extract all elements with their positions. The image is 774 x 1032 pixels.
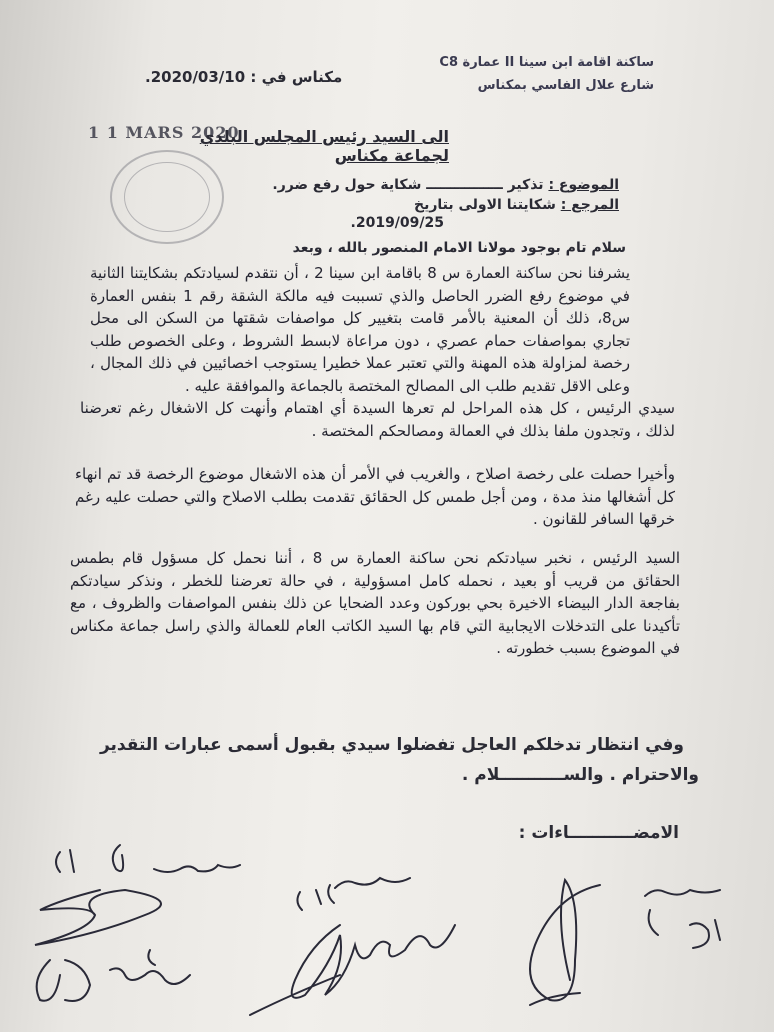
subject-label: الموضوع :	[548, 177, 619, 193]
signature-apt-5	[530, 880, 600, 1005]
recipient-municipality: لجماعة مكناس	[334, 146, 449, 165]
letter-date: مكناس في : 2020/03/10.	[145, 68, 343, 86]
sender-address-line-1: ساكنة اقامة ابن سينا II عمارة C8	[439, 55, 654, 70]
reference-line	[414, 197, 619, 213]
paragraph-4: السيد الرئيس ، نخبر سيادتكم نحن ساكنة العمارة س 8 ، أننا نحمل كل مسؤول قام بطمس الحقائق من قريب أو بعيد ، نحمله كامل امسؤولية ، في حالة تعرضنا للخطر ، ونذكر سيادتكم بفاجعة الدار البيضاء الاخيرة بحي بوركون وعدد الضحايا عن ذلك بنفس المواصفات والظروف ، مع تأكيدنا على التدخلات الايجابية التي قام بها السيد الكاتب العام للعمالة والذي راسل جماعة مكناس في الموضوع بسبب خطورته .	[70, 549, 680, 657]
signature-label-apt-10	[37, 950, 190, 1001]
handwritten-signatures	[0, 830, 774, 1032]
signature-label-apt-7	[56, 845, 240, 872]
closing-line-1: وفي انتظار تدخلكم العاجل تفضلوا سيدي بقبول أسمى عبارات التقدير	[99, 735, 684, 755]
subject-line	[272, 177, 619, 193]
subject-text: تذكير ــــــــــــــــ شكاية حول رفع ضرر.	[272, 177, 544, 193]
signature-label-apt-4	[297, 878, 410, 910]
paragraph-1: يشرفنا نحن ساكنة العمارة س 8 باقامة ابن سينا 2 ، أن نتقدم لسيادتكم بشكايتنا الثانية في موضوع رفع الضرر الحاصل والذي تسببت فيه مالكة الشقة رقم 1 بنفس العمارة س8، ذلك أن المعنية بالأمر قامت بتغيير كل مواصفات شقتها من السكن الى محل تجاري بمواصفات حمام عصري ، دون مراعاة لابسط الشروط ، وعلى الخصوص طلب رخصة لمزاولة هذه المهنة والتي تعتبر عملا خطيرا يستوجب اخصائيين في ذلك المجال ، وعلى الاقل تقديم طلب الى المصالح المختصة بالجماعة والموافقة عليه .	[90, 264, 630, 395]
signature-apt-7	[35, 890, 161, 945]
recipient-title: الى السيد رئيس المجلس البلدي	[199, 127, 449, 146]
greeting: سلام تام بوجود مولانا الامام المنصور بالله ، وبعد	[292, 240, 626, 256]
paragraph-3: وأخيرا حصلت على رخصة اصلاح ، والغريب في الأمر أن هذه الاشغال موضوع الرخصة قد تم انهاء كل أشغالها منذ مدة ، ومن أجل طمس كل الحقائق تقدمت بطلب الاصلاح والتي حصلت عليه رغم خرقها السافر للقانون .	[75, 465, 675, 528]
reference-date: 2019/09/25.	[350, 215, 444, 231]
reference-text: شكايتنا الاولى بتاريخ	[414, 197, 556, 213]
signatures-label: الامضـــــــــــاءات :	[518, 823, 679, 843]
signature-label-apt-5	[645, 890, 720, 948]
sender-address-line-2: شارع علال الفاسي بمكناس	[477, 78, 654, 93]
received-date-stamp: 1 1 MARS 2020	[88, 123, 240, 142]
paragraph-2: سيدي الرئيس ، كل هذه المراحل لم تعرها السيدة أي اهتمام وأنهت كل الاشغال رغم تعرضنا لذلك ، وتجدون ملفا بذلك في العمالة ومصالحكم المختصة .	[80, 399, 675, 440]
reference-label: المرجع :	[560, 197, 619, 213]
official-seal	[110, 150, 224, 244]
closing-line-2: والاحترام . والســـــــــــلام .	[461, 765, 699, 785]
signature-apt-4	[250, 925, 455, 1015]
